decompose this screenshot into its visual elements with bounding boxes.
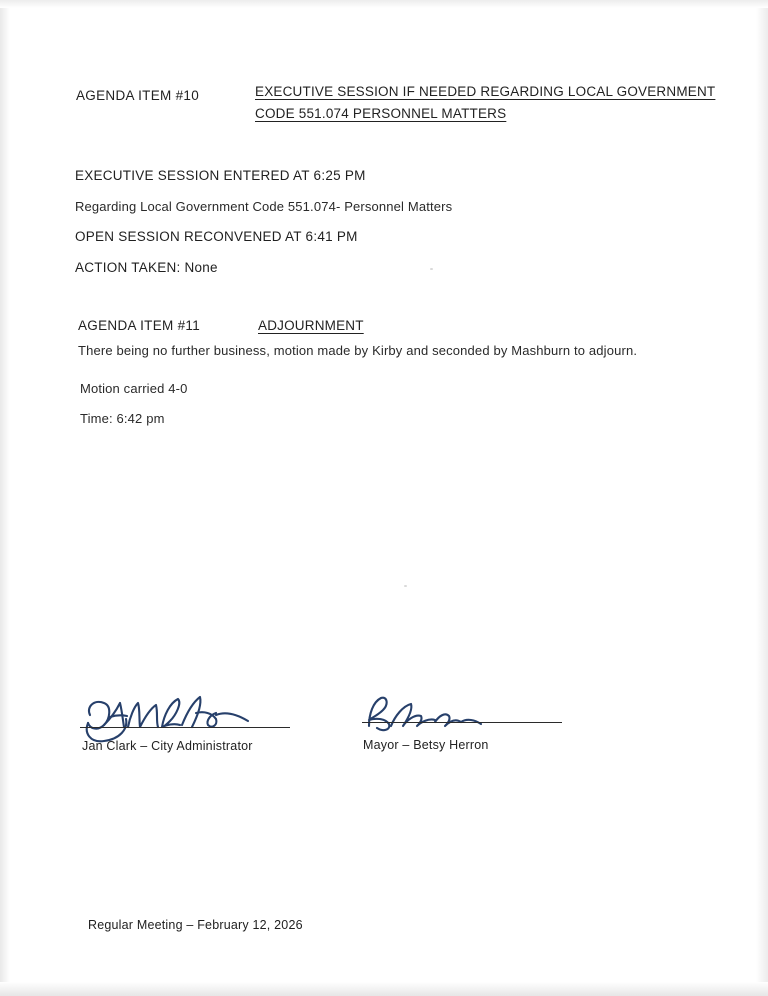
adjournment-motion-text: There being no further business, motion made by Kirby and seconded by Mashburn to adjourn. — [78, 343, 638, 358]
scan-speck — [404, 585, 407, 587]
scan-edge-shadow-top — [0, 0, 768, 8]
signature-line-city-administrator — [80, 727, 290, 728]
signature-mark-mayor — [355, 690, 495, 743]
agenda-item-10-title-line-1: EXECUTIVE SESSION IF NEEDED REGARDING LOCAL GOVERNMENT — [255, 84, 716, 99]
executive-session-entered-text: EXECUTIVE SESSION ENTERED AT 6:25 PM — [75, 168, 366, 183]
executive-session-regarding-text: Regarding Local Government Code 551.074- Personnel Matters — [75, 199, 453, 214]
scan-speck — [430, 268, 433, 270]
scan-edge-shadow-left — [0, 0, 10, 996]
agenda-item-11-label: AGENDA ITEM #11 — [78, 318, 201, 333]
footer-meeting-label: Regular Meeting – February 12, 2026 — [88, 918, 303, 932]
signature-line-mayor — [362, 722, 562, 723]
signature-caption-city-administrator: Jan Clark – City Administrator — [82, 739, 253, 753]
action-taken-text: ACTION TAKEN: None — [75, 260, 218, 275]
agenda-item-10-label: AGENDA ITEM #10 — [76, 88, 200, 103]
signature-caption-mayor: Mayor – Betsy Herron — [363, 738, 489, 752]
agenda-item-10-title-line-2: CODE 551.074 PERSONNEL MATTERS — [255, 106, 507, 121]
motion-carried-text: Motion carried 4-0 — [80, 381, 188, 396]
adjournment-time-text: Time: 6:42 pm — [80, 411, 165, 426]
agenda-item-11-title: ADJOURNMENT — [258, 318, 364, 333]
scan-edge-shadow-right — [756, 0, 768, 996]
open-session-reconvened-text: OPEN SESSION RECONVENED AT 6:41 PM — [75, 229, 358, 244]
scan-edge-shadow-bottom — [0, 982, 768, 996]
